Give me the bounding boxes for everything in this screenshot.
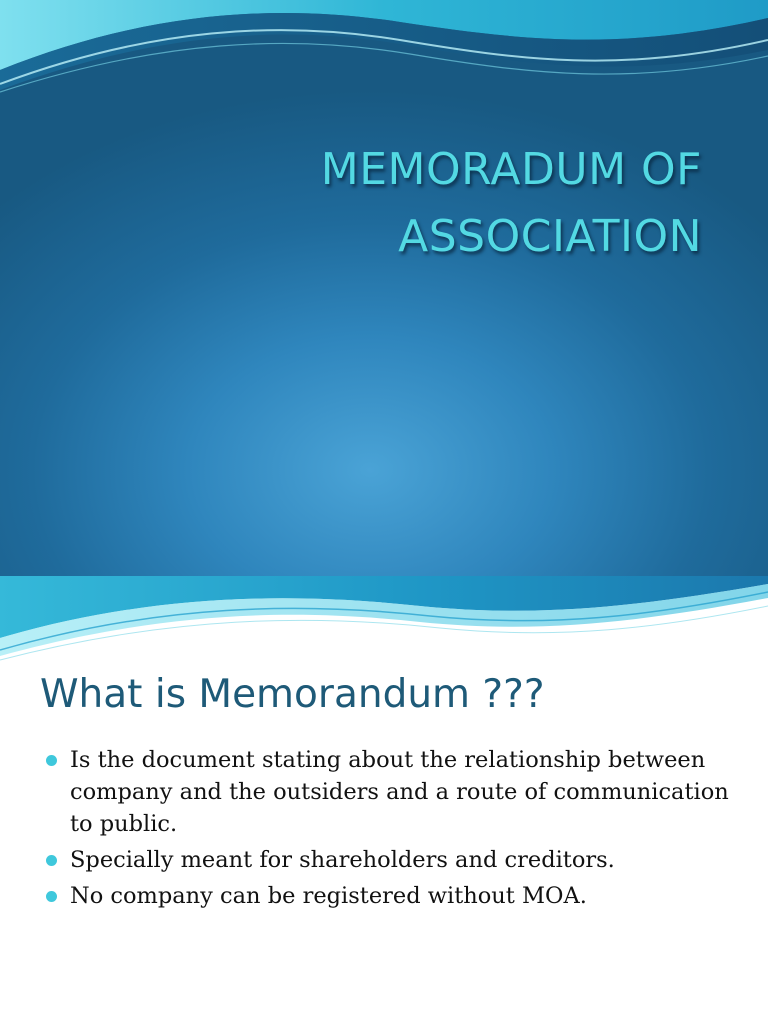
slide-2[interactable] <box>0 576 768 1024</box>
title-line-2: ASSOCIATION <box>398 211 702 262</box>
wave-decoration <box>0 0 768 110</box>
slide-heading: What is Memorandum ??? <box>40 672 545 717</box>
wave-decoration <box>0 576 768 666</box>
bullet-text: Specially meant for shareholders and creditors. <box>70 847 615 873</box>
bullet-item <box>46 880 736 912</box>
bullet-dot-icon <box>46 891 57 902</box>
bullet-item <box>46 744 736 840</box>
title-line-1: MEMORADUM OF <box>320 144 702 195</box>
bullet-item <box>46 844 736 876</box>
bullet-dot-icon <box>46 855 57 866</box>
bullet-dot-icon <box>46 755 57 766</box>
slide-title <box>62 136 702 270</box>
bullet-list <box>46 744 736 916</box>
bullet-text: No company can be registered without MOA. <box>70 883 587 909</box>
bullet-text: Is the document stating about the relationship between company and the outsiders and a route of communication to public. <box>70 747 729 837</box>
